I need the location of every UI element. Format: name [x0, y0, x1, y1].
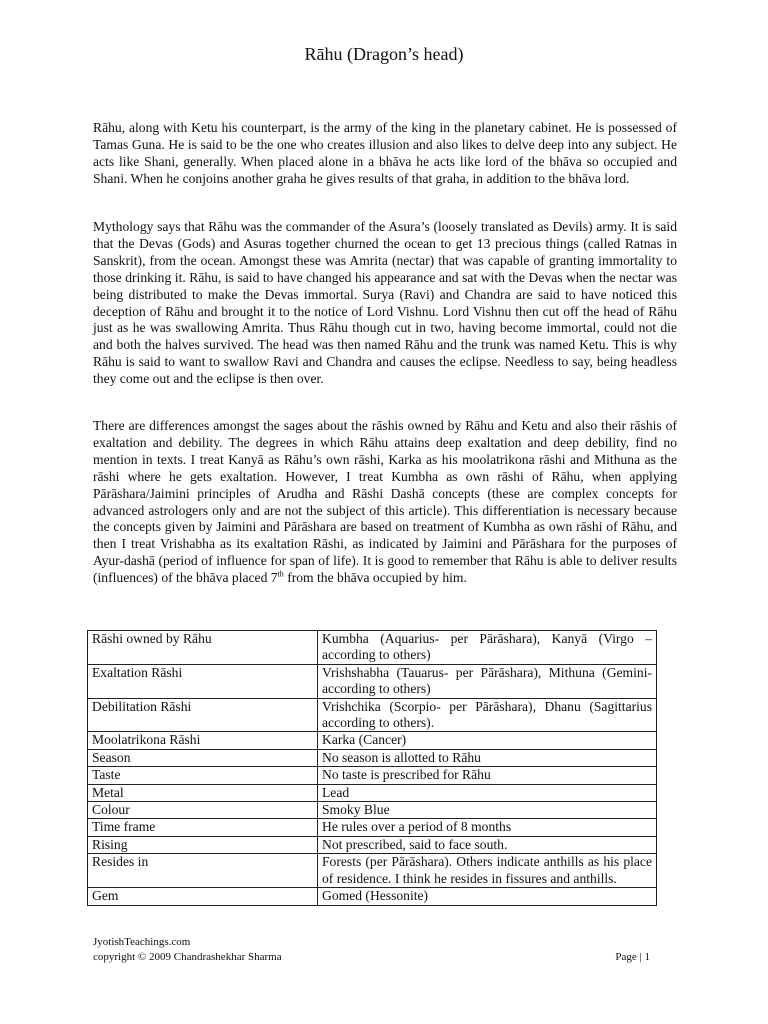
- table-value-cell: Smoky Blue: [318, 802, 657, 819]
- table-key-cell: Exaltation Rāshi: [88, 664, 318, 698]
- paragraph-mythology: Mythology says that Rāhu was the commander of the Asura’s (loosely translated as Devils) army. It is said that the Devas (Gods) and Asuras together churned the ocean to get 13 precious things (called Ratnas in Sanskrit), from the ocean. Amongst these was Amrita (nectar) that was capable of granting immortality to those drinking it. Rāhu, is said to have changed his appearance and sat with the Devas when the nectar was being distributed to make the Devas immortal. Surya (Ravi) and Chandra are said to have noticed this deception of Rāhu and brought it to the notice of Lord Vishnu. Lord Vishnu then cut off the head of Rāhu just as he was swallowing Amrita. Thus Rāhu though cut in two, having become immortal, could not die and both the halves survived. The head was then named Rāhu and the trunk was named Ketu. This is why Rāhu is said to want to swallow Ravi and Chandra and causes the eclipse. Needless to say, being headless they come out and the eclipse is then over.: [93, 219, 677, 387]
- table-value-cell: Forests (per Pārāshara). Others indicate anthills as his place of residence. I think he resides in fissures and anthills.: [318, 854, 657, 888]
- ordinal-suffix: th: [277, 569, 284, 579]
- table-value-cell: He rules over a period of 8 months: [318, 819, 657, 836]
- page-title: Rāhu (Dragon’s head): [304, 44, 464, 64]
- table-value-cell: No season is allotted to Rāhu: [318, 749, 657, 766]
- paragraph-rashis-end: from the bhāva occupied by him.: [283, 570, 467, 586]
- table-row: [88, 664, 657, 698]
- table-value-cell: Kumbha (Aquarius- per Pārāshara), Kanyā (Virgo – according to others): [318, 631, 657, 665]
- table-key-cell: Metal: [88, 784, 318, 801]
- table-key-cell: Resides in: [88, 854, 318, 888]
- table-row: [88, 767, 657, 784]
- paragraph-rashis-main: There are differences amongst the sages about the rāshis owned by Rāhu and Ketu and also their rāshis of exaltation and debility. The degrees in which Rāhu attains deep exaltation and deep debility, find no mention in texts. I treat Kanyā as Rāhu’s own rāshi, Karka as his moolatrikona rāshi and Mithuna as the rāshi where he gets exaltation. However, I treat Kumbha as own rāshi of Rāhu, when applying Pārāshara/Jaimini principles of Arudha and Rāshi Dashā concepts (these are complex concepts for advanced astrologers only and are not the subject of this article). This differentiation is necessary because the concepts given by Jaimini and Pārāshara are based on treatment of Kumbha as own rāshi of Rāhu, and then I treat Vrishabha as its exaltation Rāshi, as indicated by Jaimini and Pārāshara for the purposes of Ayur-dashā (period of influence for span of life). It is good to remember that Rāhu is able to deliver results (influences) of the bhāva placed 7: [93, 418, 677, 586]
- footer-copyright: copyright © 2009 Chandrashekhar Sharma: [93, 951, 282, 963]
- paragraph-intro: Rāhu, along with Ketu his counterpart, is the army of the king in the planetary cabinet. He is possessed of Tamas Guna. He is said to be the one who creates illusion and also likes to delve deep into any subject. He acts like Shani, generally. When placed alone in a bhāva he acts like lord of the bhāva so occupied and Shani. When he conjoins another graha he gives results of that graha, in addition to the bhāva lord.: [93, 120, 677, 186]
- table-key-cell: Rāshi owned by Rāhu: [88, 631, 318, 665]
- table-value-cell: Vrishshabha (Tauarus- per Pārāshara), Mithuna (Gemini- according to others): [318, 664, 657, 698]
- paragraph-rashis: [93, 418, 677, 587]
- table-value-cell: Karka (Cancer): [318, 732, 657, 749]
- table-key-cell: Taste: [88, 767, 318, 784]
- rahu-attributes-table: [87, 630, 657, 906]
- table-row: [88, 888, 657, 905]
- table-key-cell: Debilitation Rāshi: [88, 698, 318, 732]
- table-key-cell: Time frame: [88, 819, 318, 836]
- table-row: [88, 631, 657, 665]
- table-value-cell: Not prescribed, said to face south.: [318, 836, 657, 853]
- table-value-cell: Gomed (Hessonite): [318, 888, 657, 905]
- table-key-cell: Season: [88, 749, 318, 766]
- table-key-cell: Colour: [88, 802, 318, 819]
- table-value-cell: No taste is prescribed for Rāhu: [318, 767, 657, 784]
- table-row: [88, 819, 657, 836]
- table-row: [88, 698, 657, 732]
- table-key-cell: Gem: [88, 888, 318, 905]
- table-row: [88, 732, 657, 749]
- table-row: [88, 802, 657, 819]
- table-value-cell: Vrishchika (Scorpio- per Pārāshara), Dhanu (Sagittarius according to others).: [318, 698, 657, 732]
- table-row: [88, 784, 657, 801]
- footer-site: JyotishTeachings.com: [93, 936, 191, 948]
- table-row: [88, 854, 657, 888]
- table-row: [88, 836, 657, 853]
- table-key-cell: Rising: [88, 836, 318, 853]
- table-value-cell: Lead: [318, 784, 657, 801]
- table-key-cell: Moolatrikona Rāshi: [88, 732, 318, 749]
- table-row: [88, 749, 657, 766]
- footer-page-number: Page | 1: [615, 951, 650, 963]
